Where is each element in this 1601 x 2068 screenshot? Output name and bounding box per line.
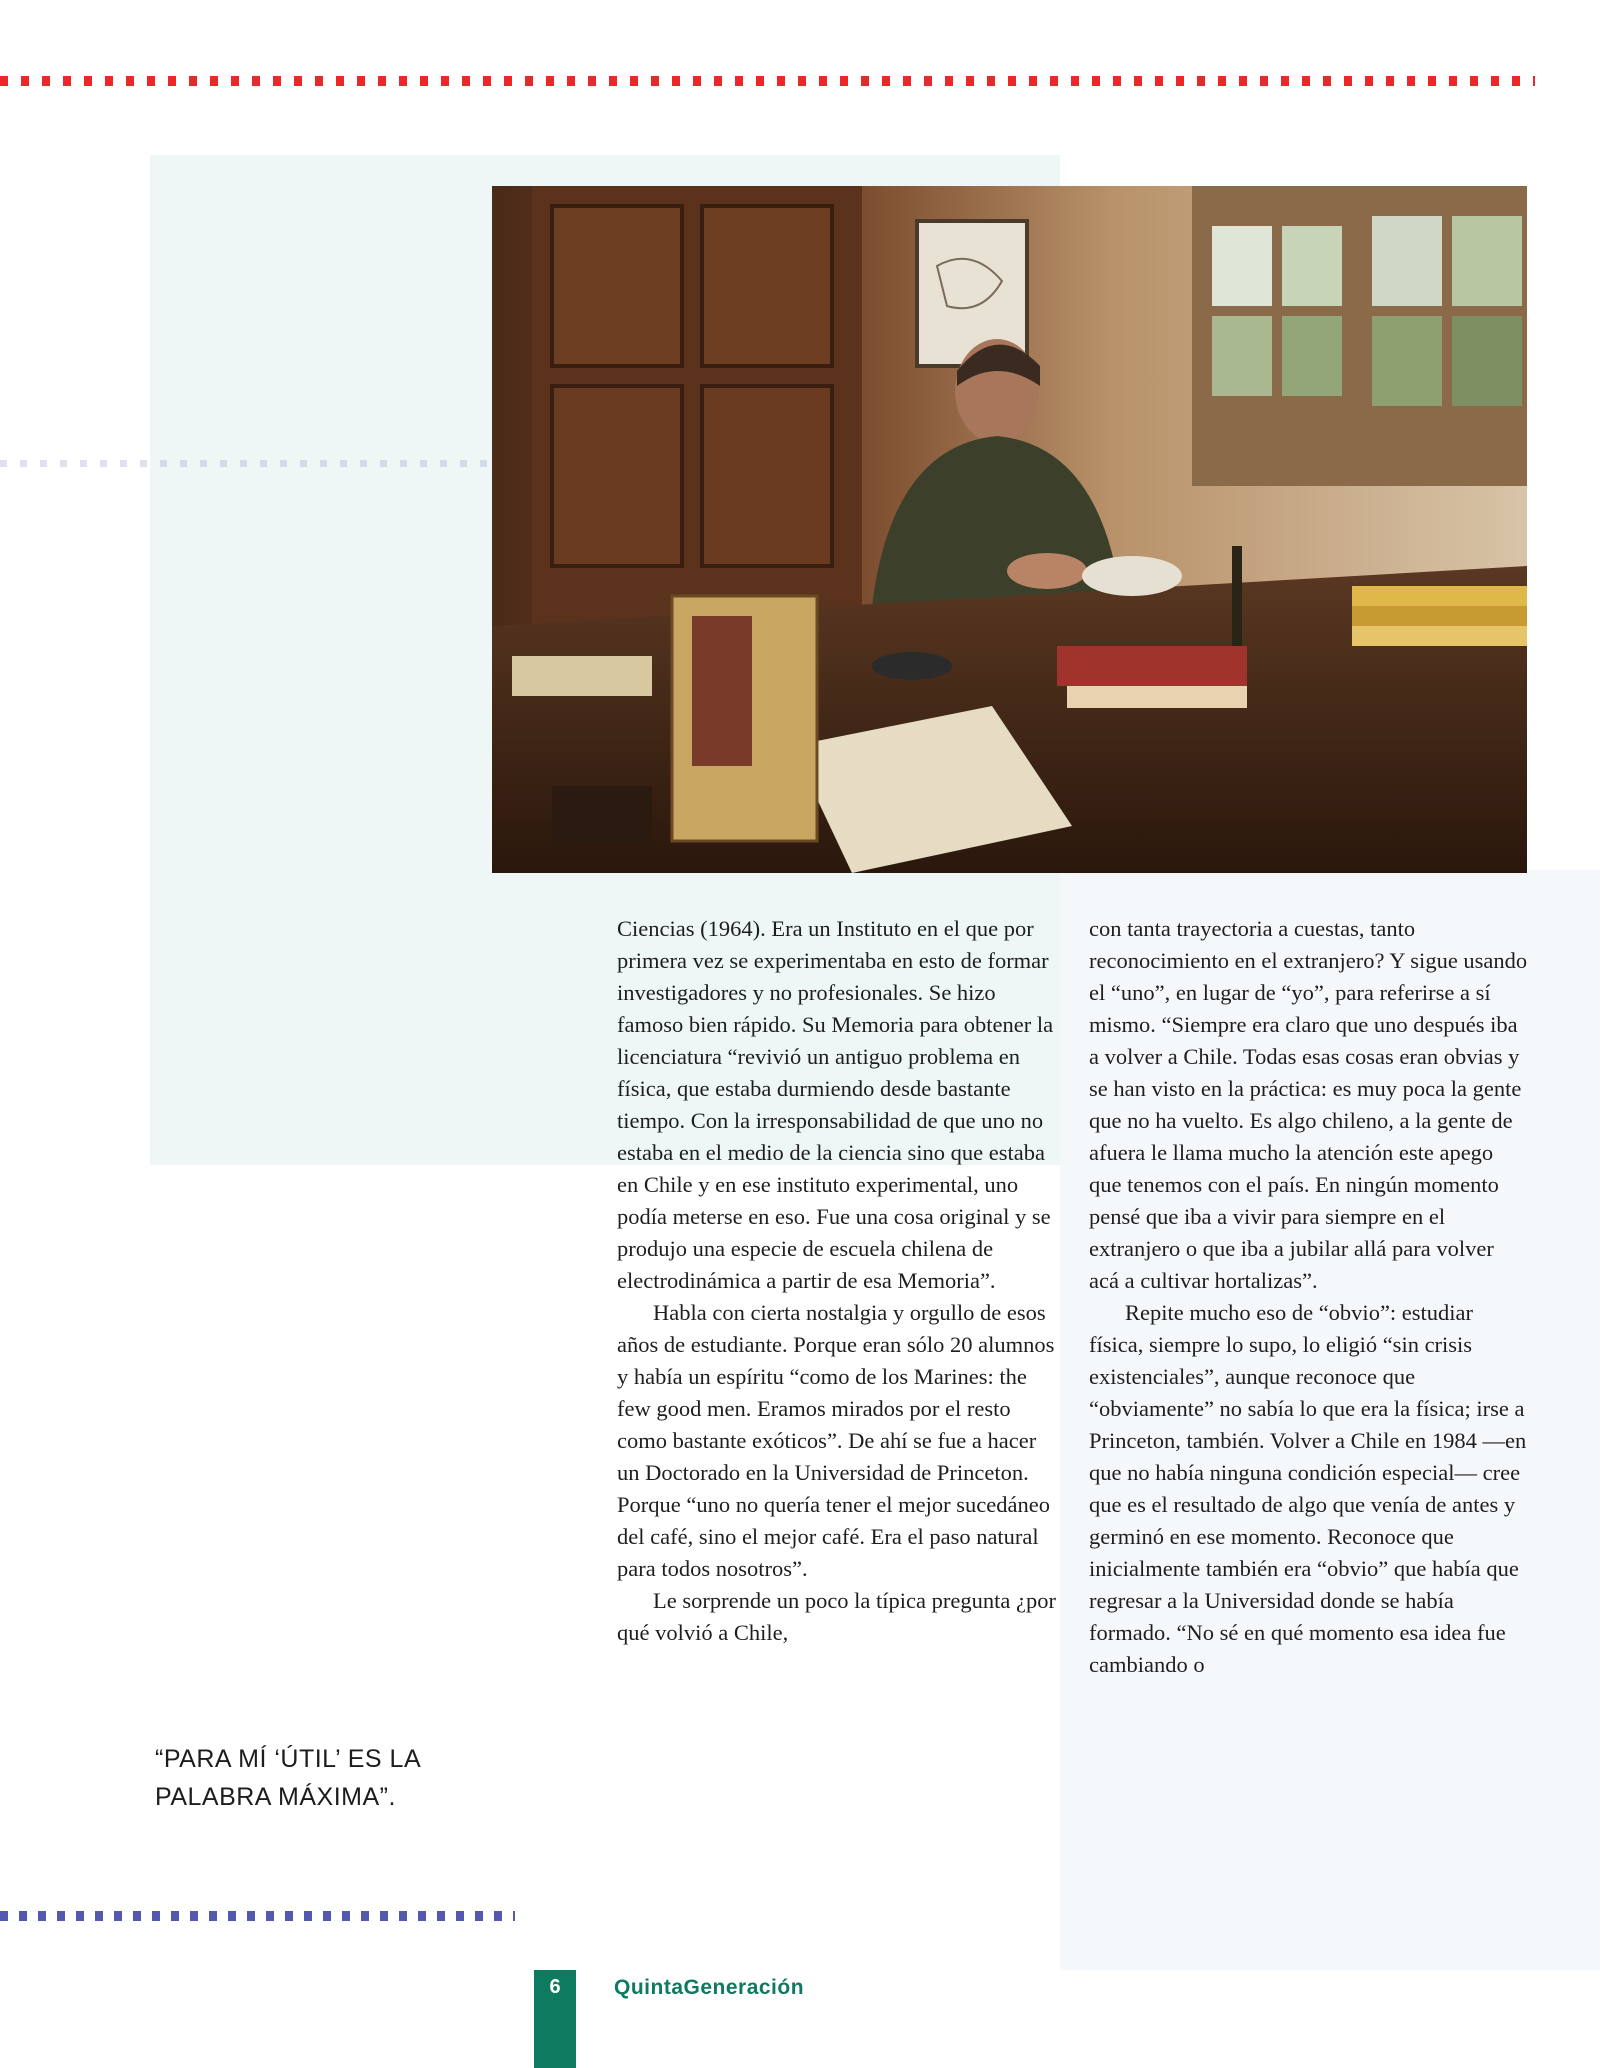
- article-paragraph: Habla con cierta nostalgia y orgullo de esos años de estudiante. Porque eran sólo 20 alumnos y había un espíritu “como de los Marines: the few good men. Eramos mirados por el resto como bastante exóticos”. De ahí se fue a hacer un Doctorado en la Universidad de Princeton. Porque “uno no quería tener el mejor sucedáneo del café, sino el mejor café. Era el paso natural para todos nosotros”.: [617, 1300, 1055, 1581]
- article-paragraph: Le sorprende un poco la típica pregunta ¿por qué volvió a Chile,: [617, 1588, 1056, 1645]
- article-paragraph: Ciencias (1964). Era un Instituto en el que por primera vez se experimentaba en esto de formar investigadores y no profesionales. Se hizo famoso bien rápido. Su Memoria para obtener la licenciatura “revivió un antiguo problema en física, que estaba durmiendo desde bastante tiempo. Con la irresponsabilidad de que uno no estaba en el medio de la ciencia sino que estaba en Chile y en ese instituto experimental, uno podía meterse en eso. Fue una cosa original y se produjo una especie de escuela chilena de electrodinámica a partir de esa Memoria”.: [617, 916, 1054, 1293]
- office-photo: [492, 186, 1527, 873]
- article-paragraph: Repite mucho eso de “obvio”: estudiar física, siempre lo supo, lo eligió “sin crisis existenciales”, aunque reconoce que “obviamente” no sabía lo que era la física; irse a Princeton, también. Volver a Chile en 1984 —en que no había ninguna condición especial— cree que es el resultado de algo que venía de antes y germinó en ese momento. Reconoce que inicialmente también era “obvio” que había que regresar a la Universidad donde se había formado. “No sé en qué momento esa idea fue cambiando o: [1089, 1300, 1527, 1677]
- article-paragraph: con tanta trayectoria a cuestas, tanto reconocimiento en el extranjero? Y sigue usando el “uno”, en lugar de “yo”, para referirse a sí mismo. “Siempre era claro que uno después iba a volver a Chile. Todas esas cosas eran obvias y se han visto en la práctica: es muy poca la gente que no ha vuelto. Es algo chileno, a la gente de afuera le llama mucho la atención este apego que tenemos con el país. En ningún momento pensé que iba a vivir para siempre en el extranjero o que iba a jubilar allá para volver acá a cultivar hortalizas”.: [1089, 916, 1528, 1293]
- office-photo-icon: [492, 186, 1527, 873]
- article-column-2: [1089, 913, 1529, 1681]
- top-dotted-rule: [0, 76, 1535, 86]
- bottom-dotted-rule: [0, 1911, 515, 1921]
- mid-dotted-rule: [0, 460, 500, 467]
- page-number: 6: [549, 1976, 561, 1998]
- article-column-1: [617, 913, 1057, 1649]
- pull-quote: “PARA MÍ ‘ÚTIL’ ES LA PALABRA MÁXIMA”.: [155, 1745, 420, 1811]
- show-through-text: [330, 1270, 365, 1397]
- publication-logo: QuintaGeneración: [614, 1976, 805, 1999]
